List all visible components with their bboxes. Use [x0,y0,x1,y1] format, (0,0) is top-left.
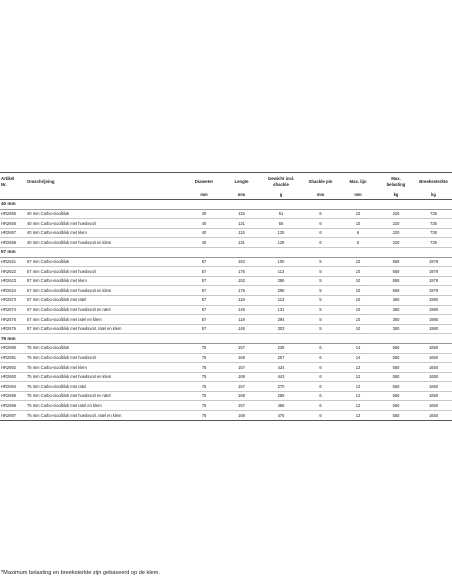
column-header: Omschrijving [27,173,185,192]
table-cell: 303 [260,324,302,334]
table-row [0,286,452,296]
table-cell: 6 [302,343,339,353]
table-cell: 6 [302,353,339,363]
table-cell: 14 [339,343,377,353]
table-cell: 735 [415,209,452,219]
description: 40 mm Carbo-vioolblok [27,209,185,219]
article-number: HR2696 [0,401,27,411]
column-header: Lengte [223,173,260,192]
table-cell: 14 [339,353,377,363]
table-cell: 424 [260,363,302,373]
table-cell: 128 [260,238,302,248]
column-header: Max. belasting [377,173,415,192]
table-cell: 1979 [415,257,452,267]
description: 57 mm Carbo-vioolblok [27,257,185,267]
table-cell: 153 [223,257,260,267]
table-cell: 6 [339,238,377,248]
table-cell: 157 [223,401,260,411]
table-cell: 10 [339,257,377,267]
article-number: HR2695 [0,391,27,401]
description: 57 mm Carbo-vioolblok met hoedsvoit en klem [27,286,185,296]
description: 75 mm Carbo-vioolblok met hoedsvoit en klem [27,372,185,382]
description: 40 mm Carbo-vioolblok met hoedsvoit en klem [27,238,185,248]
table-row [0,343,452,353]
table-row [0,238,452,248]
table-cell: 5 [302,267,339,277]
group-row [0,247,452,257]
article-number: HR2655 [0,209,27,219]
table-cell: 735 [415,228,452,238]
description: 57 mm Carbo-vioolblok met hoedsvoit [27,267,185,277]
table-cell: 220 [377,228,415,238]
column-unit: mm [185,191,223,200]
table-cell: 169 [223,353,260,363]
table-cell: 559 [377,286,415,296]
table-cell: 1979 [415,276,452,286]
table-cell: 1650 [415,391,452,401]
table-cell: 115 [223,228,260,238]
table-cell: 40 [185,209,223,219]
article-number: HR2673 [0,295,27,305]
column-header: Gewicht incl. shackle [260,173,302,192]
column-unit [0,191,27,200]
column-header: Diameter [185,173,223,192]
table-cell: 1650 [415,363,452,373]
column-unit: g [260,191,302,200]
description: 57 mm Carbo-vioolblok met ratel [27,295,185,305]
table-cell: 125 [260,228,302,238]
table-cell: 550 [377,411,415,421]
table-cell: 6 [302,411,339,421]
table-cell: 5 [302,295,339,305]
table-cell: 118 [223,295,260,305]
column-unit: mm [339,191,377,200]
column-unit: mm [223,191,260,200]
table-cell: 55 [260,219,302,229]
table-cell: 257 [260,353,302,363]
table-cell: 75 [185,343,223,353]
table-row [0,209,452,219]
table-cell: 12 [339,363,377,373]
table-row [0,411,452,421]
table-cell: 220 [377,238,415,248]
table-cell: 550 [377,401,415,411]
table-cell: 550 [377,372,415,382]
table-cell: 6 [302,372,339,382]
table-cell: 157 [223,343,260,353]
table-cell: 1650 [415,382,452,392]
article-number: HR2690 [0,343,27,353]
table-cell: 75 [185,372,223,382]
description: 40 mm Carbo-vioolblok met klem [27,228,185,238]
table-cell: 57 [185,276,223,286]
table-cell: 6 [302,391,339,401]
table-cell: 75 [185,382,223,392]
article-number: HR2657 [0,228,27,238]
article-number: HR2674 [0,305,27,315]
table-cell: 12 [339,391,377,401]
table-cell: 115 [223,209,260,219]
table-cell: 145 [223,305,260,315]
table-cell: 1979 [415,267,452,277]
column-unit: mm [302,191,339,200]
table-cell: 443 [260,372,302,382]
article-number: HR2697 [0,411,27,421]
table-cell: 360 [377,305,415,315]
description: 57 mm Carbo-vioolblok met hoedsvoit, ratel en klem [27,324,185,334]
table-cell: 118 [223,315,260,325]
table-cell: 12 [339,372,377,382]
table-cell: 238 [260,343,302,353]
table-cell: 6 [302,401,339,411]
table-cell: 270 [260,382,302,392]
article-number: HR2621 [0,257,27,267]
description: 75 mm Carbo-vioolblok met hoedsvoit, ratel en klem [27,411,185,421]
article-number: HR2694 [0,382,27,392]
table-row [0,401,452,411]
table-cell: 1980 [415,295,452,305]
column-header: Shackle pin [302,173,339,192]
table-cell: 5 [302,286,339,296]
table-cell: 40 [185,219,223,229]
article-number: HR2691 [0,353,27,363]
table-cell: 10 [339,209,377,219]
description: 75 mm Carbo-vioolblok met hoedsvoit [27,353,185,363]
table-cell: 113 [260,295,302,305]
table-cell: 559 [377,276,415,286]
table-cell: 550 [377,391,415,401]
description: 75 mm Carbo-vioolblok met klem [27,363,185,373]
table-cell: 57 [185,286,223,296]
table-cell: 550 [377,382,415,392]
table-row [0,228,452,238]
description: 75 mm Carbo-vioolblok met ratel en klem [27,401,185,411]
table-cell: 40 [185,228,223,238]
table-cell: 1980 [415,315,452,325]
table-cell: 10 [339,305,377,315]
article-number: HR2675 [0,315,27,325]
spec-table [0,172,452,421]
table-cell: 550 [377,343,415,353]
article-number: HR2656 [0,219,27,229]
table-row [0,324,452,334]
article-number: HR2676 [0,324,27,334]
table-cell: 1979 [415,286,452,296]
table-row [0,372,452,382]
table-cell: 1980 [415,324,452,334]
table-cell: 6 [339,228,377,238]
column-unit: kg [415,191,452,200]
table-cell: 220 [377,209,415,219]
table-row [0,382,452,392]
description: 75 mm Carbo-vioolblok [27,343,185,353]
table-cell: 57 [185,257,223,267]
table-cell: 1650 [415,343,452,353]
table-cell: 286 [260,276,302,286]
group-row [0,334,452,344]
column-unit [27,191,185,200]
table-cell: 5 [302,305,339,315]
table-cell: 153 [223,276,260,286]
description: 57 mm Carbo-vioolblok met ratel en klem [27,315,185,325]
table-cell: 360 [377,295,415,305]
table-cell: 360 [377,324,415,334]
article-number: HR2658 [0,238,27,248]
table-cell: 550 [377,363,415,373]
spec-sheet [0,172,452,576]
table-cell: 10 [339,276,377,286]
group-title: 75 mm [0,334,452,344]
article-number: HR2623 [0,276,27,286]
table-cell: 57 [185,305,223,315]
table-cell: 169 [223,411,260,421]
table-row [0,219,452,229]
group-title: 57 mm [0,247,452,257]
table-cell: 1980 [415,305,452,315]
table-row [0,391,452,401]
table-cell: 456 [260,401,302,411]
table-cell: 75 [185,363,223,373]
column-unit: kg [377,191,415,200]
description: 75 mm Carbo-vioolblok met hoedsvoit en ratel [27,391,185,401]
table-cell: 100 [260,257,302,267]
table-cell: 6 [302,219,339,229]
group-row [0,200,452,210]
article-number: HR2692 [0,363,27,373]
table-cell: 12 [339,411,377,421]
column-header: Breekssterkte [415,173,452,192]
table-cell: 5 [302,315,339,325]
table-cell: 131 [223,238,260,248]
table-cell: 475 [260,411,302,421]
table-cell: 735 [415,219,452,229]
table-cell: 175 [223,267,260,277]
article-number: HR2693 [0,372,27,382]
table-cell: 5 [302,257,339,267]
table-cell: 550 [377,353,415,363]
table-cell: 57 [185,267,223,277]
table-cell: 6 [302,209,339,219]
table-cell: 75 [185,401,223,411]
table-cell: 10 [339,324,377,334]
table-cell: 295 [260,286,302,296]
article-number: HR2624 [0,286,27,296]
table-cell: 12 [339,401,377,411]
table-row [0,276,452,286]
table-cell: 10 [339,315,377,325]
table-cell: 735 [415,238,452,248]
table-cell: 6 [302,363,339,373]
table-cell: 57 [185,324,223,334]
table-cell: 51 [260,209,302,219]
table-cell: 6 [302,238,339,248]
table-cell: 294 [260,315,302,325]
table-row [0,363,452,373]
table-cell: 131 [260,305,302,315]
table-cell: 157 [223,363,260,373]
table-cell: 1650 [415,372,452,382]
table-cell: 10 [339,295,377,305]
unit-row [0,191,452,200]
article-number: HR2622 [0,267,27,277]
table-body [0,200,452,421]
table-cell: 75 [185,353,223,363]
table-cell: 10 [339,267,377,277]
table-cell: 1650 [415,401,452,411]
table-cell: 175 [223,286,260,296]
table-cell: 1650 [415,411,452,421]
table-cell: 1650 [415,353,452,363]
table-cell: 75 [185,411,223,421]
column-header: Max. lijn [339,173,377,192]
header-row [0,173,452,192]
table-cell: 57 [185,295,223,305]
table-cell: 169 [223,372,260,382]
group-title: 40 mm [0,200,452,210]
table-cell: 169 [223,391,260,401]
table-cell: 12 [339,382,377,392]
table-cell: 40 [185,238,223,248]
table-cell: 5 [302,324,339,334]
table-cell: 360 [377,315,415,325]
table-cell: 6 [302,382,339,392]
table-cell: 559 [377,257,415,267]
table-row [0,353,452,363]
table-cell: 157 [223,382,260,392]
table-cell: 57 [185,315,223,325]
table-cell: 145 [223,324,260,334]
table-header [0,173,452,200]
table-cell: 559 [377,267,415,277]
table-cell: 10 [339,286,377,296]
description: 57 mm Carbo-vioolblok met klem [27,276,185,286]
column-header: Artikel Nr. [0,173,27,192]
table-row [0,295,452,305]
description: 75 mm Carbo-vioolblok met ratel [27,382,185,392]
table-row [0,305,452,315]
table-row [0,257,452,267]
table-cell: 10 [339,219,377,229]
footnote: *Maximum belasting en breeksterkte zijn gebaseerd op de klem. [1,570,160,576]
table-cell: 5 [302,276,339,286]
table-cell: 6 [302,228,339,238]
description: 57 mm Carbo-vioolblok met hoedsvoit en ratel [27,305,185,315]
table-cell: 113 [260,267,302,277]
table-cell: 131 [223,219,260,229]
table-cell: 220 [377,219,415,229]
table-row [0,315,452,325]
table-row [0,267,452,277]
description: 40 mm Carbo-vioolblok met hoedsvoit [27,219,185,229]
table-cell: 75 [185,391,223,401]
table-cell: 289 [260,391,302,401]
